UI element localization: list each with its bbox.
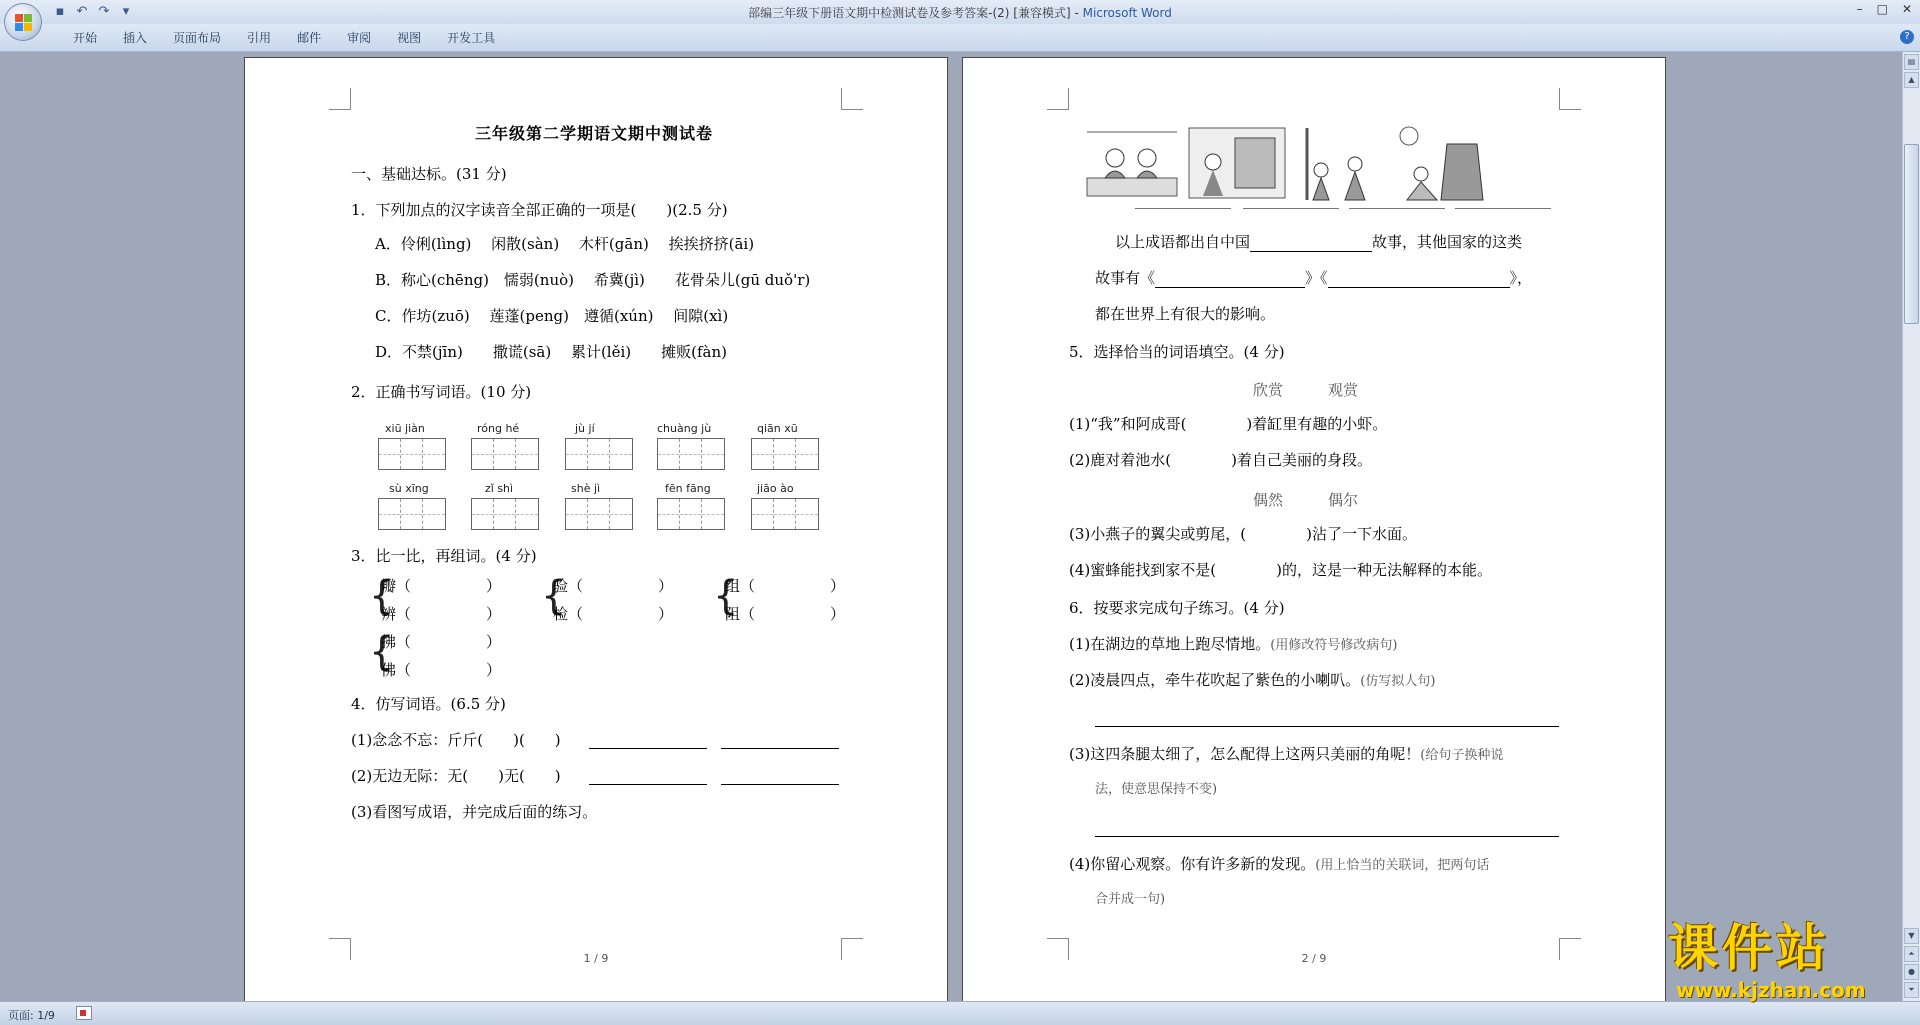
tab-review[interactable]: 审阅: [347, 31, 372, 45]
previous-page-icon[interactable]: ⏶: [1904, 946, 1919, 962]
writing-grid[interactable]: [565, 498, 633, 530]
writing-grid[interactable]: [657, 438, 725, 470]
question-1: 1．下列加点的汉字读音全部正确的一项是( )(2.5 分): [351, 201, 728, 219]
answer-line[interactable]: [721, 748, 839, 749]
question-5: 5．选择恰当的词语填空。(4 分): [1069, 343, 1285, 361]
task-hint: (给句子换种说: [1420, 748, 1504, 763]
task-hint: 法，使意思保持不变): [1095, 782, 1218, 797]
question-4: 4．仿写词语。(6.5 分): [351, 695, 506, 713]
office-button[interactable]: [4, 3, 42, 41]
idiom-picture-1: [1085, 124, 1179, 208]
pinyin-label: xiū jiàn: [385, 422, 425, 435]
imitation-3: (3)看图写成语，并完成后面的练习。: [351, 803, 598, 821]
answer-blank[interactable]: [1155, 272, 1305, 288]
imitation-1: (1)念念不忘：斤斤( )( ): [351, 731, 561, 749]
question-2: 2．正确书写词语。(10 分): [351, 383, 532, 401]
caption-line[interactable]: [1455, 208, 1551, 209]
compare-word: 瓣（ ）: [381, 577, 502, 595]
answer-line[interactable]: [589, 784, 707, 785]
compare-word: 拂（ ）: [381, 633, 502, 651]
document-page-1[interactable]: [244, 57, 948, 1001]
tab-references[interactable]: 引用: [247, 31, 272, 45]
paragraph-line: 都在世界上有很大的影响。: [1095, 305, 1276, 323]
idiom-picture-3: [1293, 124, 1379, 208]
redo-icon[interactable]: ↷: [98, 4, 110, 19]
sentence-text: (3)这四条腿太细了，怎么配得上这两只美丽的角呢！: [1069, 745, 1421, 763]
writing-grid[interactable]: [378, 438, 446, 470]
ruler-toggle-icon[interactable]: ▤: [1904, 54, 1919, 70]
title-bar: [0, 0, 1920, 24]
watermark-url: www.kjzhan.com: [1676, 978, 1866, 1002]
pinyin-label: shè jì: [571, 482, 601, 495]
compare-word: 组（ ）: [725, 577, 846, 595]
task-hint: (用修改符号修改病句): [1270, 638, 1398, 653]
fill-sentence-2: (2)鹿对着池水( )着自己美丽的身段。: [1069, 451, 1372, 469]
answer-blank[interactable]: [1328, 272, 1510, 288]
tab-page-layout[interactable]: 页面布局: [173, 31, 222, 45]
vertical-scrollbar[interactable]: [1902, 52, 1920, 1001]
crop-mark: [1047, 88, 1069, 110]
crop-mark: [329, 88, 351, 110]
writing-grid[interactable]: [471, 498, 539, 530]
brace: {: [369, 629, 395, 675]
answer-line[interactable]: [589, 748, 707, 749]
next-page-icon[interactable]: ⏷: [1904, 982, 1919, 998]
question-3: 3．比一比，再组词。(4 分): [351, 547, 537, 565]
sentence-text: (1)在湖边的草地上跑尽情地。: [1069, 635, 1271, 653]
question-6: 6．按要求完成句子练习。(4 分): [1069, 599, 1285, 617]
compare-word: 阻（ ）: [725, 605, 846, 623]
answer-line[interactable]: [1095, 836, 1559, 837]
pinyin-label: zǐ shì: [485, 482, 514, 495]
sentence-task-3: [1069, 744, 1503, 766]
sentence-task-2: [1069, 670, 1435, 692]
sentence-task-1: [1069, 634, 1397, 656]
sentence-text: (4)你留心观察。你有许多新的发现。: [1069, 855, 1316, 873]
site-watermark: [1668, 920, 1900, 1002]
answer-blank[interactable]: [1250, 236, 1372, 252]
fill-sentence-3: (3)小燕子的翼尖或剪尾，( )沾了一下水面。: [1069, 525, 1417, 543]
maximize-icon[interactable]: □: [1876, 2, 1888, 16]
page-number: 2 / 9: [1301, 952, 1327, 965]
writing-grid[interactable]: [751, 498, 819, 530]
crop-mark: [841, 88, 863, 110]
document-name: 部编三年级下册语文期中检测试卷及参考答案-(2) [兼容模式] -: [748, 6, 1083, 20]
compare-word: 验（ ）: [553, 577, 674, 595]
compare-word: 佛（ ）: [381, 661, 502, 679]
task-hint: (仿写拟人句): [1360, 674, 1436, 689]
caption-line[interactable]: [1349, 208, 1445, 209]
option-c: C．作坊(zuō) 莲蓬(peng) 遵循(xún) 间隙(xì): [375, 307, 729, 325]
caption-line[interactable]: [1243, 208, 1339, 209]
document-workspace[interactable]: [0, 52, 1902, 1001]
writing-grid[interactable]: [565, 438, 633, 470]
scroll-up-icon[interactable]: ▲: [1904, 72, 1919, 88]
brace: {: [541, 573, 567, 619]
compare-word: 辨（ ）: [381, 605, 502, 623]
writing-grid[interactable]: [378, 498, 446, 530]
fill-sentence-1: (1)“我”和阿成哥( )着缸里有趣的小虾。: [1069, 415, 1388, 433]
app-name: Microsoft Word: [1082, 6, 1172, 20]
task-hint: 合并成一句): [1095, 892, 1166, 907]
minimize-icon[interactable]: –: [1856, 2, 1863, 16]
option-a: A．伶俐(lìng) 闲散(sàn) 木杆(gān) 挨挨挤挤(āi): [375, 235, 755, 253]
pinyin-label: sù xīng: [389, 482, 429, 495]
writing-grid[interactable]: [751, 438, 819, 470]
caption-line[interactable]: [1135, 208, 1231, 209]
answer-line[interactable]: [721, 784, 839, 785]
section-heading: 一、基础达标。(31 分): [351, 165, 507, 183]
crop-mark: [1559, 88, 1581, 110]
paragraph-line: [1095, 268, 1532, 288]
office-logo-icon: [15, 14, 33, 32]
paragraph-text: 故事，其他国家的这类: [1372, 233, 1523, 251]
compare-word: 检（ ）: [553, 605, 674, 623]
pinyin-label: fēn fāng: [665, 482, 711, 495]
fill-sentence-4: (4)蜜蜂能找到家不是( )的，这是一种无法解释的本能。: [1069, 561, 1492, 579]
exam-heading: 三年级第二学期语文期中测试卷: [475, 124, 714, 143]
tab-insert[interactable]: 插入: [123, 31, 148, 45]
customize-icon[interactable]: ▾: [122, 4, 130, 19]
writing-grid[interactable]: [471, 438, 539, 470]
sentence-task-4: [1069, 854, 1489, 876]
watermark-text: 课件站: [1668, 919, 1830, 977]
word-choices: 欣赏 观赏: [1253, 381, 1359, 399]
imitation-2: (2)无边无际：无( )无( ): [351, 767, 561, 785]
paragraph-text: 故事有《: [1095, 269, 1156, 287]
pinyin-label: róng hé: [477, 422, 520, 435]
page-number: 1 / 9: [583, 952, 609, 965]
tab-home[interactable]: 开始: [73, 31, 98, 45]
save-icon[interactable]: ▪: [55, 4, 65, 19]
answer-line[interactable]: [1095, 726, 1559, 727]
document-page-2[interactable]: [962, 57, 1666, 1001]
pinyin-label: jù jí: [575, 422, 595, 435]
idiom-picture-4: [1387, 124, 1493, 208]
scroll-thumb[interactable]: [1904, 144, 1919, 324]
pinyin-label: chuàng jù: [657, 422, 712, 435]
tab-mailings[interactable]: 邮件: [297, 31, 322, 45]
word-choices: 偶然 偶尔: [1253, 491, 1359, 509]
brace: {: [713, 573, 739, 619]
help-icon[interactable]: ?: [1900, 30, 1914, 44]
status-bar: [0, 1001, 1920, 1025]
idiom-picture-2: [1185, 124, 1289, 208]
task-hint: (用上恰当的关联词，把两句话: [1315, 858, 1490, 873]
close-icon[interactable]: ✕: [1901, 2, 1912, 16]
undo-icon[interactable]: ↶: [76, 4, 88, 19]
option-d: D．不禁(jīn) 撒谎(sā) 累计(lěi) 摊贩(fàn): [375, 343, 727, 361]
option-b: B．称心(chēng) 懦弱(nuò) 希冀(jì) 花骨朵儿(gū duǒ'r): [375, 271, 811, 289]
tab-view[interactable]: 视图: [397, 31, 422, 45]
scroll-down-icon[interactable]: ▼: [1904, 928, 1919, 944]
ribbon-tab-bar: [0, 24, 1920, 52]
brace: {: [369, 573, 395, 619]
pinyin-label: qiān xū: [757, 422, 798, 435]
paragraph-text: 》《: [1305, 269, 1328, 287]
paragraph-line: [1115, 232, 1522, 252]
paragraph-text: 以上成语都出自中国: [1115, 233, 1251, 251]
pinyin-label: jiāo ào: [757, 482, 794, 495]
proofing-icon[interactable]: [76, 1006, 92, 1020]
paragraph-text: 》，: [1509, 269, 1533, 287]
browse-object-icon[interactable]: ●: [1904, 964, 1919, 980]
sentence-text: (2)凌晨四点，牵牛花吹起了紫色的小喇叭。: [1069, 671, 1361, 689]
window-controls: [1857, 2, 1912, 16]
writing-grid[interactable]: [657, 498, 725, 530]
page-count-status[interactable]: 页面: 1/9: [8, 1009, 55, 1022]
tab-developer[interactable]: 开发工具: [447, 31, 496, 45]
window-title: [0, 4, 1920, 21]
